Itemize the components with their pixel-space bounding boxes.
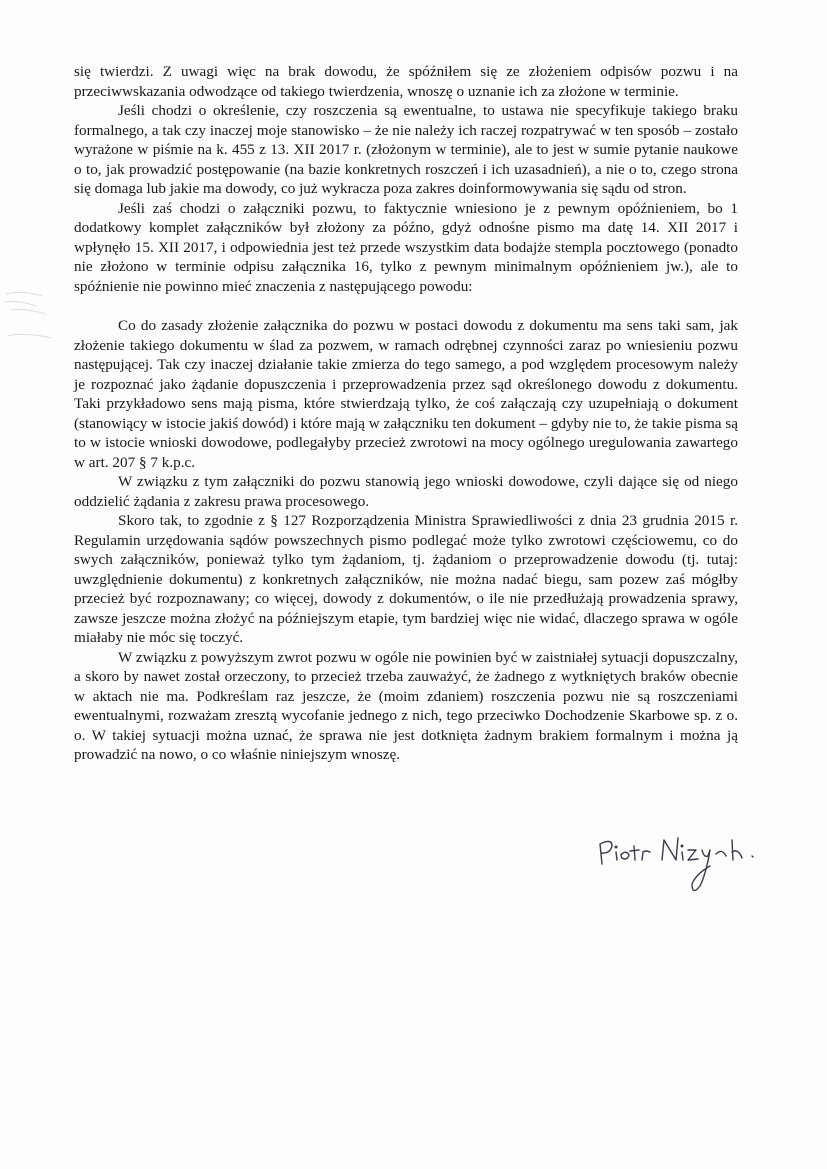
paragraph-3: Jeśli zaś chodzi o załączniki pozwu, to faktycznie wniesiono je z pewnym opóźnieniem, bo 1 dodatkowy komplet załączników był złożony za późno, gdyż odnośne pismo ma datę 14. XII 2017 i wpłynęło 15. XII 2017, i odpowiednia jest też przede wszystkim data bodajże stempla pocztowego (ponadto nie złożono w terminie odpisu załącznika 16, tylko z pewnym minimalnym opóźnieniem jw.), ale to spóźnienie nie powinno mieć znaczenia z następującego powodu: xyxy=(74,199,738,295)
paragraph-6: Skoro tak, to zgodnie z § 127 Rozporządzenia Ministra Sprawiedliwości z dnia 23 grudnia 2015 r. Regulamin urzędowania sądów powszechnych pismo podlegać może tylko zwrotowi częściowemu, co do swych załączników, ponieważ tylko tym żądaniom, tj. żądaniom o przeprowadzenie dowodu (tj. tutaj: uwzględnienie dokumentu) z konkretnych załączników, nie można nadać biegu, sam pozew zaś mógłby przecież być rozpoznawany; co więcej, dowody z dokumentów, o ile nie przedłużają prowadzenia sprawy, zawsze jeszcze można złożyć na późniejszym etapie, tym bardziej więc nie widać, dlaczego sprawa w ogóle miałaby nie móc się toczyć. xyxy=(74,512,738,646)
paragraph-1: się twierdzi. Z uwagi więc na brak dowodu, że spóźniłem się ze złożeniem odpisów pozwu i na przeciwwskazania odwodzące od takiego twierdzenia, wnoszę o uznanie ich za złożone w terminie. xyxy=(74,63,738,100)
paragraph-4: Co do zasady złożenie załącznika do pozwu w postaci dowodu z dokumentu ma sens taki sam, jak złożenie takiego dokumentu w ślad za pozwem, w ramach odrębnej czynności zaraz po wniesieniu pozwu następującej. Tak czy inaczej działanie takie zmierza do tego samego, a pod względem procesowym należy je rozpoznać jako żądanie dopuszczenia i przeprowadzenia przez sąd określonego dowodu z dokumentu. Taki przykładowo sens mają pisma, które stwierdzają tylko, że coś załączają czy uzupełniają o dokument (stanowiący w istocie jakiś dowód) i które mają w załączniku ten dokument – gdyby nie to, że takie pisma są to w istocie wnioski dowodowe, podlegałyby przecież zwrotowi na mocy ogólnego uregulowania zawartego w art. 207 § 7 k.p.c. xyxy=(74,317,738,471)
paragraph-2: Jeśli chodzi o określenie, czy roszczenia są ewentualne, to ustawa nie specyfikuje takiego braku formalnego, a tak czy inaczej moje stanowisko – że nie należy ich raczej rozpatrywać w ten sposób – zostało wyrażone w piśmie na k. 455 z 13. XII 2017 r. (złożonym w terminie), ale to jest w sumie pytanie naukowe o to, jak prowadzić postępowanie (na bazie konkretnych roszczeń i ich uzasadnień), a nie o to, czego strona się domaga lub jakie ma dowody, co już wykracza poza zakres doinformowywania się sądu od stron. xyxy=(74,102,738,197)
handwritten-signature xyxy=(592,826,762,910)
letter-body xyxy=(74,62,738,765)
paragraph-7: W związku z powyższym zwrot pozwu w ogóle nie powinien być w zaistniałej sytuacji dopuszczalny, a skoro by nawet został orzeczony, to przecież trzeba zauważyć, że żadnego z wytkniętych braków obecnie w aktach nie ma. Podkreślam raz jeszcze, że (moim zdaniem) roszczenia pozwu nie są roszczeniami ewentualnymi, rozważam zresztą wycofanie jednego z nich, tego przeciwko Dochodzenie Skarbowe sp. z o. o. W takiej sytuacji można uznać, że sprawa nie jest dotknięta żadnym brakiem formalnym i można ją prowadzić na nowo, o co właśnie niniejszym wnoszę. xyxy=(74,648,738,763)
paragraph-5: W związku z tym załączniki do pozwu stanowią jego wnioski dowodowe, czyli dające się od niego oddzielić żądania z zakresu prawa procesowego. xyxy=(74,473,738,510)
margin-stamp-trace-icon xyxy=(2,288,62,358)
